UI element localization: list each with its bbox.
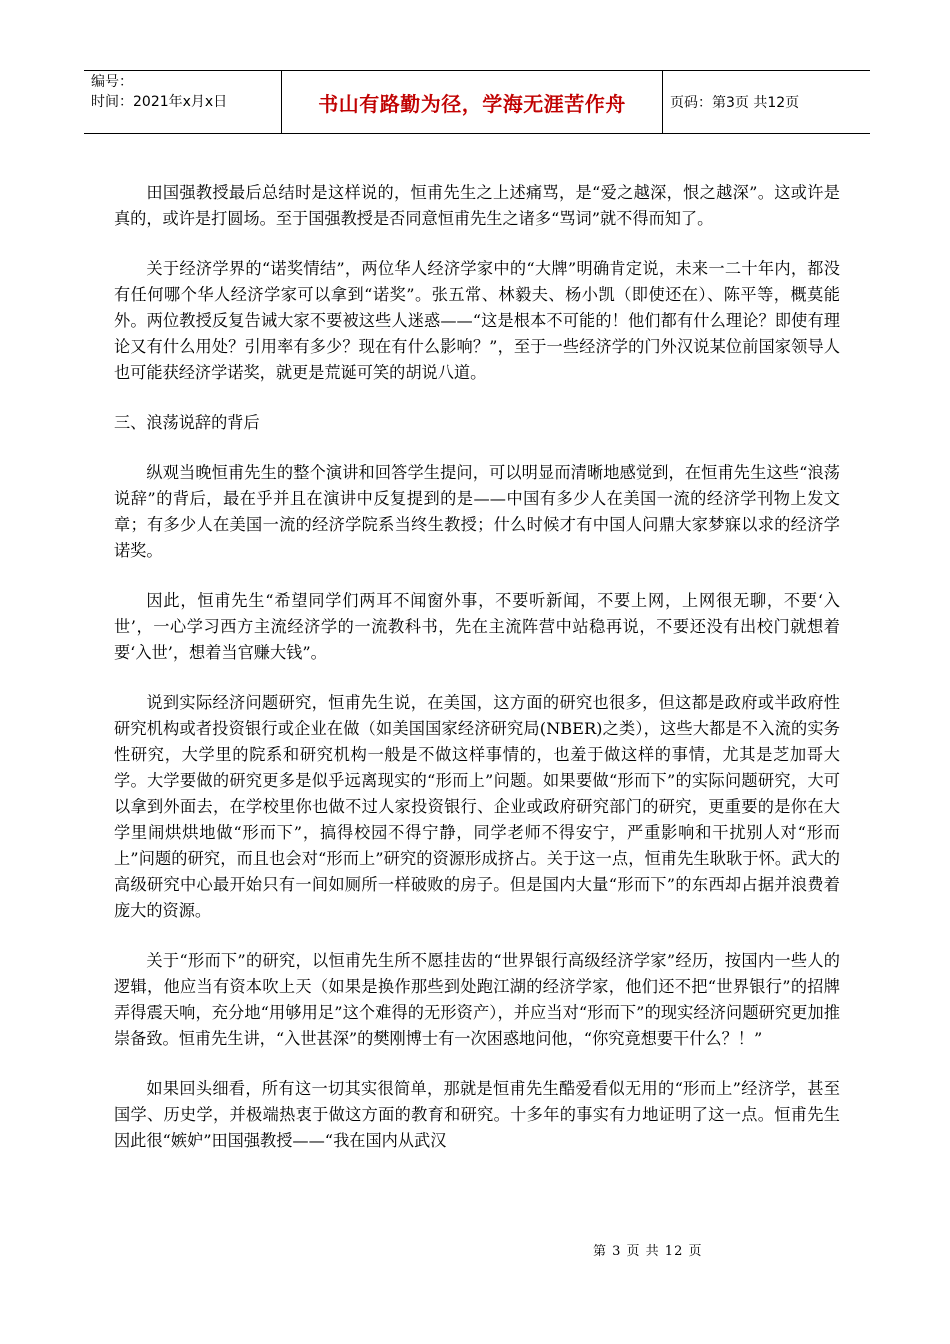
section-heading: 三、浪荡说辞的背后	[114, 413, 260, 432]
paragraph-7: 如果回头细看，所有这一切其实很简单，那就是恒甫先生酷爱看似无用的“形而上”经济学，甚至国学、历史学，并极端热衷于做这方面的教育和研究。十多年的事实有力地证明了这一点。恒甫先生因此很“嫉妒”田国强教授——“我在国内从武汉	[114, 1079, 840, 1150]
header-meta	[84, 71, 282, 133]
paragraph-6: 关于“形而下”的研究，以恒甫先生所不愿挂齿的“世界银行高级经济学家”经历，按国内一些人的逻辑，他应当有资本吹上天（如果是换作那些到处跑江湖的经济学家，他们还不把“世界银行”的招牌弄得震天响，充分地“用够用足”这个难得的无形资产），并应当对“形而下”的现实经济问题研究更加推崇备致。恒甫先生讲，“入世甚深”的樊刚博士有一次困惑地问他，“你究竟想要干什么？！”	[114, 951, 840, 1048]
page-header	[84, 70, 870, 134]
header-motto: 书山有路勤为径，学海无涯苦作舟	[282, 71, 663, 133]
paragraph-2: 关于经济学界的“诺奖情结”，两位华人经济学家中的“大牌”明确肯定说，未来一二十年内，都没有任何哪个华人经济学家可以拿到“诺奖”。张五常、林毅夫、杨小凯（即使还在）、陈平等，概莫能外。两位教授反复告诫大家不要被这些人迷惑——“这是根本不可能的！他们都有什么理论？即使有理论又有什么用处？引用率有多少？现在有什么影响？”，至于一些经济学的门外汉说某位前国家领导人也可能获经济学诺奖，就更是荒诞可笑的胡说八道。	[114, 259, 840, 382]
paragraph-3: 纵观当晚恒甫先生的整个演讲和回答学生提问，可以明显而清晰地感觉到，在恒甫先生这些“浪荡说辞”的背后，最在乎并且在演讲中反复提到的是——中国有多少人在美国一流的经济学刊物上发文章；有多少人在美国一流的经济学院系当终生教授；什么时候才有中国人问鼎大家梦寐以求的经济学诺奖。	[114, 463, 840, 560]
paragraph-5: 说到实际经济问题研究，恒甫先生说，在美国，这方面的研究也很多，但这都是政府或半政府性研究机构或者投资银行或企业在做（如美国国家经济研究局(NBER)之类），这些大都是不入流的实务性研究，大学里的院系和研究机构一般是不做这样事情的，也羞于做这样的事情，尤其是芝加哥大学。大学要做的研究更多是似乎远离现实的“形而上”问题。如果要做“形而下”的实际问题研究，大可以拿到外面去，在学校里你也做不过人家投资银行、企业或政府研究部门的研究，更重要的是你在大学里闹烘烘地做“形而下”，搞得校园不得宁静，同学老师不得安宁，严重影响和干扰别人对“形而上”问题的研究，而且也会对“形而上”研究的资源形成挤占。关于这一点，恒甫先生耿耿于怀。武大的高级研究中心最开始只有一间如厕所一样破败的房子。但是国内大量“形而下”的东西却占据并浪费着庞大的资源。	[114, 693, 840, 920]
header-page-info: 页码：第3页 共12页	[670, 95, 800, 111]
page-footer: 第 3 页 共 12 页	[593, 1244, 703, 1259]
document-date-label: 时间：2021年x月x日	[91, 94, 228, 110]
document-body	[114, 180, 840, 1178]
paragraph-1: 田国强教授最后总结时是这样说的，恒甫先生之上述痛骂，是“爱之越深，恨之越深”。这或许是真的，或许是打圆场。至于国强教授是否同意恒甫先生之诸多“骂词”就不得而知了。	[114, 183, 840, 228]
document-number-label: 编号：	[91, 74, 133, 90]
paragraph-4: 因此，恒甫先生“希望同学们两耳不闻窗外事，不要听新闻，不要上网，上网很无聊，不要‘入世’，一心学习西方主流经济学的一流教科书，先在主流阵营中站稳再说，不要还没有出校门就想着要‘入世’，想着当官赚大钱”。	[114, 591, 840, 662]
